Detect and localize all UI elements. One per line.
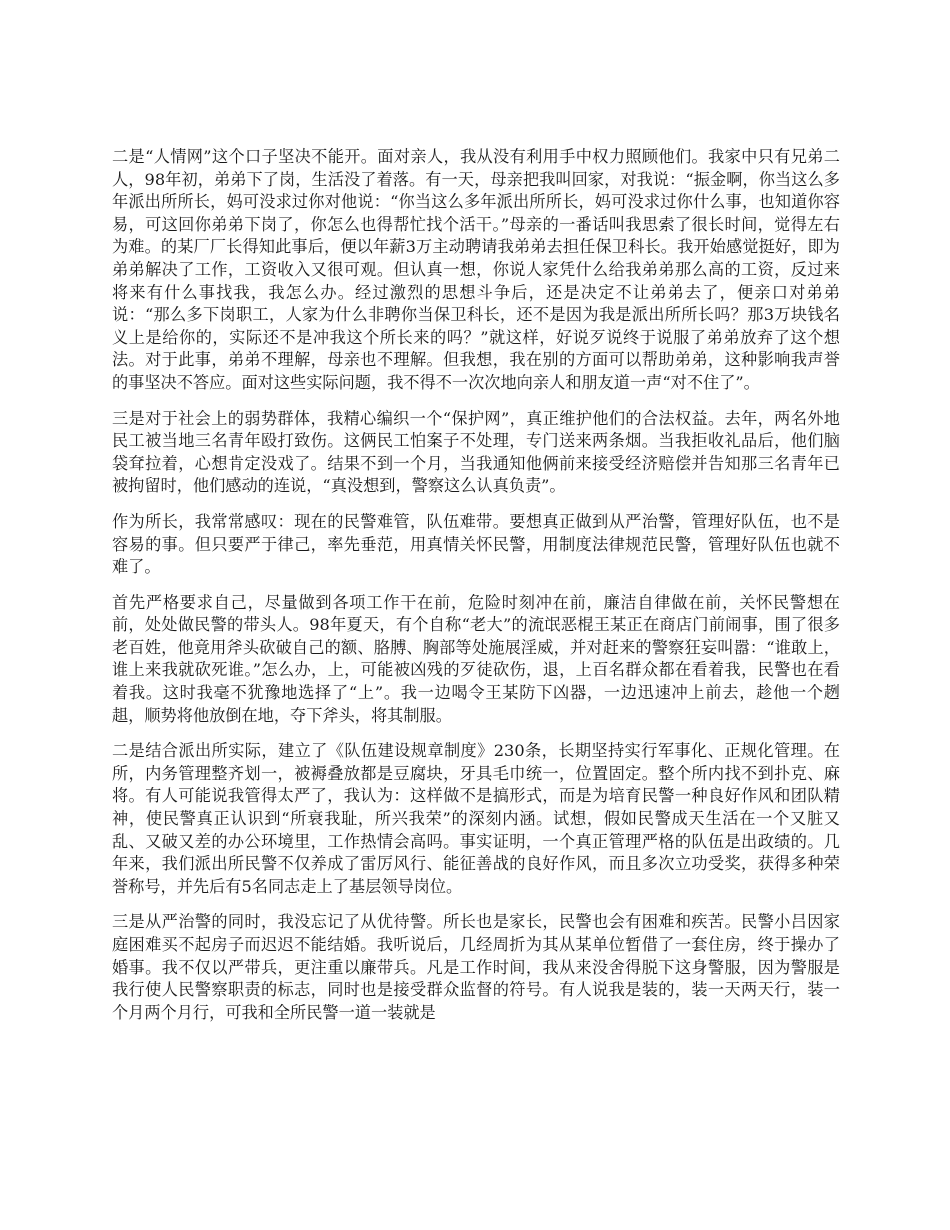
paragraph-1: 二是“人情网”这个口子坚决不能开。面对亲人，我从没有利用手中权力照顾他们。我家中只有兄弟二人，98年初，弟弟下了岗，生活没了着落。有一天，母亲把我叫回家，对我说：“振金啊，你当这么多年派出所所长，妈可没求过你对他说：“你当这么多年派出所所长，妈可没求过你什么事，也知道你容易，可这回你弟弟下岗了，你怎么也得帮忙找个活干。”母亲的一番话叫我思索了很长时间，觉得左右为难。的某厂厂长得知此事后，便以年薪3万主动聘请我弟弟去担任保卫科长。我开始感觉挺好，即为弟弟解决了工作，工资收入又很可观。但认真一想，你说人家凭什么给我弟弟那么高的工资，反过来将来有什么事找我，我怎么办。经过激烈的思想斗争后，还是决定不让弟弟去了，便亲口对弟弟说：“那么多下岗职工，人家为什么非聘你当保卫科长，还不是因为我是派出所所长吗？那3万块钱名义上是给你的，实际还不是冲我这个所长来的吗？”就这样，好说歹说终于说服了弟弟放弃了这个想法。对于此事，弟弟不理解，母亲也不理解。但我想，我在别的方面可以帮助弟弟，这种影响我声誉的事坚决不答应。面对这些实际问题，我不得不一次次地向亲人和朋友道一声“对不住了”。 xyxy=(112,147,840,392)
paragraph-4: 首先严格要求自己，尽量做到各项工作干在前，危险时刻冲在前，廉洁自律做在前，关怀民警想在前，处处做民警的带头人。98年夏天，有个自称“老大”的流氓恶棍王某正在商店门前闹事，围了很多老百姓，他竟用斧头砍破自己的额、胳膊、胸部等处施展淫威，并对赶来的警察狂妄叫嚣：“谁敢上，谁上来我就砍死谁。”怎么办，上，可能被凶残的歹徒砍伤，退，上百名群众都在看着我，民警也在看着我。这时我毫不犹豫地选择了“上”。我一边喝令王某防下凶器，一边迅速冲上前去，趁他一个趔趄，顺势将他放倒在地，夺下斧头，将其制服。 xyxy=(112,592,840,725)
paragraph-5: 二是结合派出所实际，建立了《队伍建设规章制度》230条，长期坚持实行军事化、正规化管理。在所，内务管理整齐划一，被褥叠放都是豆腐块，牙具毛巾统一，位置固定。整个所内找不到扑克、麻将。有人可能说我管得太严了，我认为：这样做不是搞形式，而是为培育民警一种良好作风和团队精神，使民警真正认识到“所衰我耻，所兴我荣”的深刻内涵。试想，假如民警成天生活在一个又脏又乱、又破又差的办公环境里，工作热情会高吗。事实证明，一个真正管理严格的队伍是出政绩的。几年来，我们派出所民警不仅养成了雷厉风行、能征善战的良好作风，而且多次立功受奖，获得多种荣誉称号，并先后有5名同志走上了基层领导岗位。 xyxy=(112,741,840,896)
paragraph-2: 三是对于社会上的弱势群体，我精心编织一个“保护网”，真正维护他们的合法权益。去年，两名外地民工被当地三名青年殴打致伤。这俩民工怕案子不处理，专门送来两条烟。当我拒收礼品后，他们脑袋耷拉着，心想肯定没戏了。结果不到一个月，当我通知他俩前来接受经济赔偿并告知那三名青年已被拘留时，他们感动的连说，“真没想到，警察这么认真负责”。 xyxy=(112,408,840,496)
document-body xyxy=(112,146,840,1037)
paragraph-3: 作为所长，我常常感叹：现在的民警难管，队伍难带。要想真正做到从严治警，管理好队伍，也不是容易的事。但只要严于律己，率先垂范，用真情关怀民警，用制度法律规范民警，管理好队伍也就不难了。 xyxy=(112,511,840,577)
paragraph-6: 三是从严治警的同时，我没忘记了从优待警。所长也是家长，民警也会有困难和疾苦。民警小吕因家庭困难买不起房子而迟迟不能结婚。我听说后，几经周折为其从某单位暂借了一套住房，终于操办了婚事。我不仅以严带兵，更注重以廉带兵。凡是工作时间，我从来没舍得脱下这身警服，因为警服是我行使人民警察职责的标志，同时也是接受群众监督的符号。有人说我是装的，装一天两天行，装一个月两个月行，可我和全所民警一道一装就是 xyxy=(112,912,840,1022)
